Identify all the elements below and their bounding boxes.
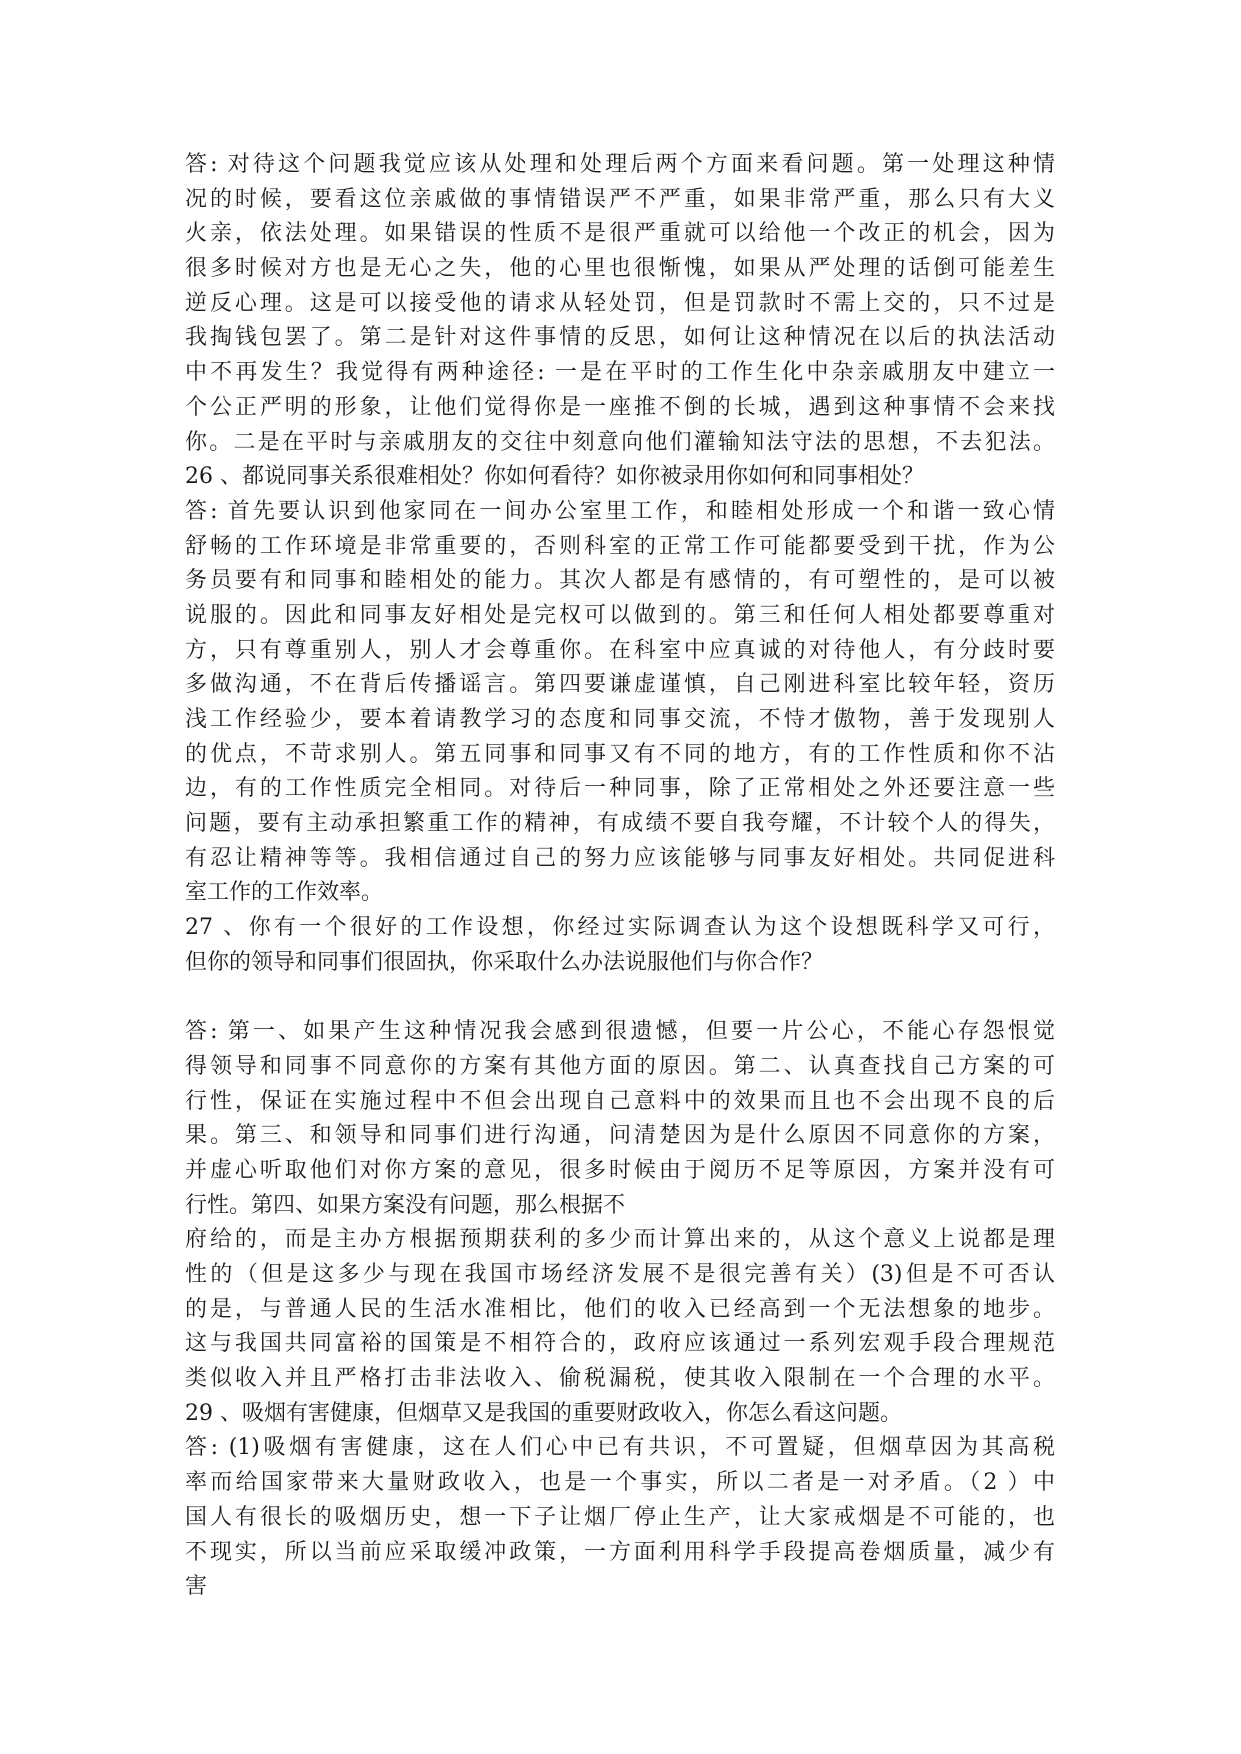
text-line: 的是，与普通人民的生活水准相比，他们的收入已经高到一个无法想象的地步。 xyxy=(185,1296,1055,1322)
text-line: 27 、你有一个很好的工作设想，你经过实际调查认为这个设想既科学又可行， xyxy=(185,915,1055,941)
text-line: 说服的。因此和同事友好相处是完权可以做到的。第三和任何人相处都要尊重对 xyxy=(185,602,1055,628)
text-line: 室工作的工作效率。 xyxy=(185,880,384,906)
document-body xyxy=(185,148,1055,1605)
text-line: 你。二是在平时与亲戚朋友的交往中刻意向他们灌输知法守法的思想，不去犯法。 xyxy=(185,429,1055,455)
text-line: 我掏钱包罢了。第二是针对这件事情的反思，如何让这种情况在以后的执法活动 xyxy=(185,325,1055,351)
text-line: 的优点，不苛求别人。第五同事和同事又有不同的地方，有的工作性质和你不沾 xyxy=(185,741,1055,767)
text-line: 边，有的工作性质完全相同。对待后一种同事，除了正常相处之外还要注意一些 xyxy=(185,776,1055,802)
text-line: 有忍让精神等等。我相信通过自己的努力应该能够与同事友好相处。共同促进科 xyxy=(185,845,1055,871)
text-line: 行性。第四、如果方案没有问题，那么根据不 xyxy=(185,1192,626,1218)
text-line: 中不再发生？我觉得有两种途径: 一是在平时的工作生化中杂亲戚朋友中建立一 xyxy=(185,360,1055,386)
text-line: 府给的，而是主办方根据预期获利的多少而计算出来的，从这个意义上说都是理 xyxy=(185,1227,1055,1253)
text-line: 很多时候对方也是无心之失，他的心里也很惭愧，如果从严处理的话倒可能差生 xyxy=(185,256,1055,282)
text-line: 答: (1)吸烟有害健康，这在人们心中已有共识，不可置疑，但烟草因为其高税 xyxy=(185,1435,1055,1461)
text-line: 答: 第一、如果产生这种情况我会感到很遗憾，但要一片公心，不能心存怨恨觉 xyxy=(185,1019,1055,1045)
text-line: 国人有很长的吸烟历史，想一下子让烟厂停止生产，让大家戒烟是不可能的，也 xyxy=(185,1504,1055,1530)
text-line: 况的时候，要看这位亲戚做的事情错误严不严重，如果非常严重，那么只有大义 xyxy=(185,186,1055,212)
text-line: 性的（但是这多少与现在我国市场经济发展不是很完善有关）(3)但是不可否认 xyxy=(185,1262,1055,1287)
text-line: 这与我国共同富裕的国策是不相符合的，政府应该通过一系列宏观手段合理规范 xyxy=(185,1331,1055,1357)
text-line: 多做沟通，不在背后传播谣言。第四要谦虚谨慎，自己刚进科室比较年轻，资历 xyxy=(185,672,1055,698)
text-line: 个公正严明的形象，让他们觉得你是一座推不倒的长城，遇到这种事情不会来找 xyxy=(185,394,1055,420)
text-line: 类似收入并且严格打击非法收入、偷税漏税，使其收入限制在一个合理的水平。 xyxy=(185,1366,1055,1392)
text-line: 逆反心理。这是可以接受他的请求从轻处罚，但是罚款时不需上交的，只不过是 xyxy=(185,290,1055,316)
text-line: 答: 对待这个问题我觉应该从处理和处理后两个方面来看问题。第一处理这种情 xyxy=(185,152,1055,177)
text-line: 得领导和同事不同意你的方案有其他方面的原因。第二、认真查找自己方案的可 xyxy=(185,1053,1055,1079)
text-line: 火亲，依法处理。如果错误的性质不是很严重就可以给他一个改正的机会，因为 xyxy=(185,221,1055,247)
blank-line xyxy=(185,981,1055,1016)
text-line: 行性，保证在实施过程中不但会出现自己意料中的效果而且也不会出现不良的后 xyxy=(185,1088,1055,1114)
text-line: 务员要有和同事和睦相处的能力。其次人都是有感情的，有可塑性的，是可以被 xyxy=(185,568,1055,594)
text-line: 答: 首先要认识到他家同在一间办公室里工作，和睦相处形成一个和谐一致心情 xyxy=(185,498,1055,524)
text-line: 方，只有尊重别人，别人才会尊重你。在科室中应真诚的对待他人，有分歧时要 xyxy=(185,637,1055,663)
text-line: 害 xyxy=(185,1574,208,1600)
text-line: 但你的领导和同事们很固执，你采取什么办法说服他们与你合作？ xyxy=(185,949,824,975)
text-line: 26 、都说同事关系很难相处？你如何看待？如你被录用你如何和同事相处？ xyxy=(185,464,924,490)
text-line: 不现实，所以当前应采取缓冲政策，一方面利用科学手段提高卷烟质量，减少有 xyxy=(185,1539,1055,1565)
text-line: 并虚心听取他们对你方案的意见，很多时候由于阅历不足等原因，方案并没有可 xyxy=(185,1157,1055,1183)
text-line: 浅工作经验少，要本着请教学习的态度和同事交流，不恃才傲物，善于发现别人 xyxy=(185,707,1055,732)
text-line: 问题，要有主动承担繁重工作的精神，有成绩不要自我夸耀，不计较个人的得失， xyxy=(185,811,1055,837)
text-line: 舒畅的工作环境是非常重要的，否则科室的正常工作可能都要受到干扰，作为公 xyxy=(185,533,1055,559)
text-line: 29 、吸烟有害健康，但烟草又是我国的重要财政收入，你怎么看这问题。 xyxy=(185,1400,902,1426)
text-line: 率而给国家带来大量财政收入，也是一个事实，所以二者是一对矛盾。（2 ）中 xyxy=(185,1470,1055,1496)
text-line: 果。第三、和领导和同事们进行沟通，问清楚因为是什么原因不同意你的方案， xyxy=(185,1123,1055,1149)
